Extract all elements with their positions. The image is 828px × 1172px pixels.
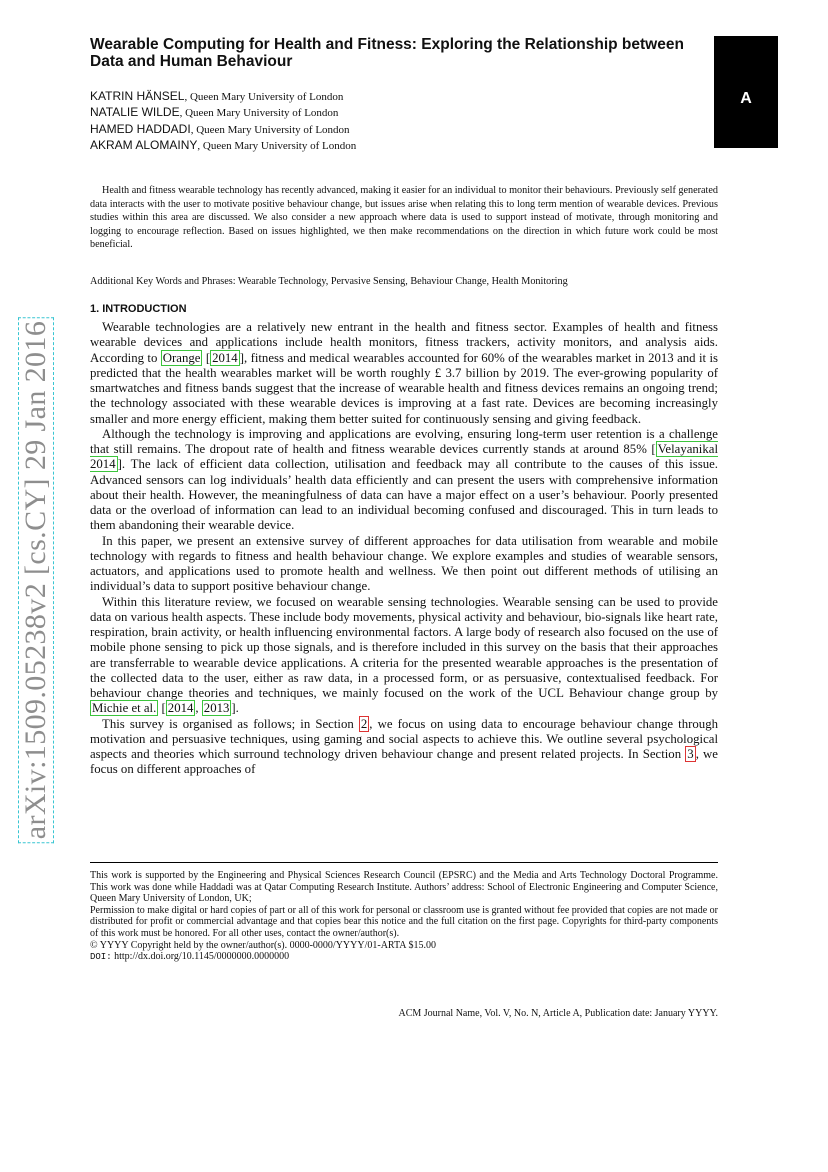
footnote-block [90, 870, 718, 964]
text-run: ]. [231, 701, 239, 716]
section-reference-link[interactable]: 3 [687, 747, 694, 761]
author-name: AKRAM ALOMAINY [90, 138, 198, 153]
keywords: Additional Key Words and Phrases: Wearable Technology, Pervasive Sensing, Behaviour Change, Health Monitoring [90, 276, 568, 287]
paragraph [90, 427, 718, 534]
section-reference-link[interactable]: 2 [360, 716, 368, 731]
text-run: [ [202, 350, 211, 365]
text-run: , [195, 701, 202, 716]
text-run: Although the technology is improving and applications are evolving, ensuring long-term user retention is a challenge that still remains. The dropout rate of health and fitness wearable devices currently stands at around 85% [ [90, 426, 718, 456]
author-name: HAMED HADDADI [90, 121, 191, 136]
text-run: ]. The lack of efficient data collection, utilisation and feedback may all contribute to the causes of this issue. Advanced sensors can log individuals’ health data efficiently and can present the users with comprehensive information about their health. However, the meaningfulness of data can have a major effect on a user’s behaviour. Poorly presented data or the overload of information can lead to an individual becoming confused and discouraged. This in turn leads to them abandoning their wearable device. [90, 457, 718, 533]
citation-link[interactable]: 2013 [203, 701, 230, 716]
citation-link[interactable]: 2014 [167, 701, 194, 716]
text-run: This survey is organised as follows; in Section [102, 716, 359, 731]
article-letter-tab: A [714, 36, 778, 148]
author-entry [90, 105, 356, 121]
paragraph [90, 320, 718, 427]
doi-line [90, 951, 718, 964]
citation-link[interactable]: Velayanikal 2014 [90, 442, 718, 472]
introduction-body [90, 320, 718, 778]
paper-title: Wearable Computing for Health and Fitness: Exploring the Relationship between Data and Human Behaviour [90, 36, 684, 70]
text-run: , we focus on using data to encourage behaviour change through motivation and persuasive techniques, using gaming and social aspects to achieve this. We outline several psychological aspects and theories which surround technology driven behaviour change and present related projects. In Section [90, 716, 718, 761]
arxiv-identifier[interactable]: arXiv:1509.05238v2 [cs.CY] 29 Jan 2016 [18, 317, 54, 843]
copyright-note: © YYYY Copyright held by the owner/author(s). 0000-0000/YYYY/01-ARTA $15.00 [90, 939, 436, 951]
author-entry [90, 89, 356, 105]
author-entry [90, 138, 356, 154]
arxiv-sidebar-stamp[interactable] [14, 320, 58, 840]
author-entry [90, 122, 356, 138]
text-run: , we focus on different approaches of [90, 747, 718, 777]
permission-note: Permission to make digital or hard copies of part or all of this work for personal or classroom use is granted without fee provided that copies are not made or distributed for profit or commercial advantage and that copies bear this notice and the full citation on the first page. Copyrights for third-party components of this work must be honored. For all other uses, contact the owner/author(s). [90, 904, 718, 939]
section-heading-introduction: 1. INTRODUCTION [90, 303, 187, 315]
footnote-divider [90, 862, 718, 863]
author-list [90, 89, 356, 155]
citation-link[interactable]: 2014 [212, 350, 238, 365]
text-run: Wearable technologies are a relatively new entrant in the health and fitness sector. Examples of health and fitness wearable devices and applications include health monitors, fitness trackers, activity monitors, and analysis aids. According to [90, 320, 718, 365]
paragraph [90, 717, 718, 778]
author-affiliation: , Queen Mary University of London [179, 107, 339, 120]
author-affiliation: , Queen Mary University of London [197, 140, 357, 153]
paragraph: In this paper, we present an extensive survey of different approaches for data utilisation from wearable and mobile technology with regards to fitness and health behaviour change. We explore examples and studies of wearable sensors, actuators, and applications used to promote health and wellness. We then point out different methods of utilising an individual’s data to support positive behaviour change. [90, 533, 718, 594]
author-name: NATALIE WILDE [90, 105, 180, 120]
journal-footer: ACM Journal Name, Vol. V, No. N, Article A, Publication date: January YYYY. [398, 1008, 718, 1019]
text-run: Within this literature review, we focused on wearable sensing technologies. Wearable sensing can be used to provide data on various health aspects. These include body movements, physical activity and behaviour, bio-signals like heart rate, respiration, brain activity, or health influencing environmental factors. A large body of research also focused on the use of mobile phone sensing to pick up those signals, and is therefore included in this survey on the basis that their approaches are transferrable to wearable device applications. A criteria for the presented wearable approaches is the presentation of the collected data to the user, either as raw data, in a processed form, or as persuasive, contextualised feedback. For behaviour change theories and techniques, we mainly focused on the work of the UCL Behaviour change group by [90, 594, 718, 700]
text-run: ], fitness and medical wearables accounted for 60% of the wearables market in 2013 and it is predicted that the health wearables market will be worth roughly £ 3.7 billion by 2019. The ever-growing popularity of smartwatches and fitness bands suggest that the increase of wearable health and fitness devices remains an ongoing trend; the technology associated with these wearable devices is improving at a fast rate. Devices are becoming increasingly smaller and more energy efficient, making them better suited for continuously sensing and giving feedback. [90, 350, 718, 426]
citation-link[interactable]: Michie et al. [92, 701, 157, 716]
doi-link[interactable]: http://dx.doi.org/10.1145/0000000.0000000 [111, 951, 290, 963]
doi-label: DOI: [90, 952, 112, 963]
paragraph [90, 595, 718, 717]
author-name: KATRIN HÄNSEL [90, 89, 185, 103]
abstract: Health and fitness wearable technology has recently advanced, making it easier for an individual to monitor their behaviours. Previously self generated data interacts with the user to motivate positive behaviour change, but issues arise when relating this to long term mention of wearable devices. Previous studies within this area are discussed. We also consider a new approach where data is used to support instead of motivate, through monitoring and logging to encourage reflection. Based on issues highlighted, we then make recommendations on the direction in which future work could be most beneficial. [90, 185, 718, 250]
citation-link[interactable]: Orange [162, 350, 201, 365]
funding-note: This work is supported by the Engineering and Physical Sciences Research Council (EPSRC) and the Media and Arts Technology Doctoral Programme. This work was done while Haddadi was at Qatar Computing Research Institute. Authors’ address: School of Electronic Engineering and Computer Science, Queen Mary University of London, UK; [90, 870, 718, 905]
author-affiliation: , Queen Mary University of London [190, 123, 350, 136]
author-affiliation: , Queen Mary University of London [184, 91, 344, 103]
text-run: [ [158, 701, 166, 716]
